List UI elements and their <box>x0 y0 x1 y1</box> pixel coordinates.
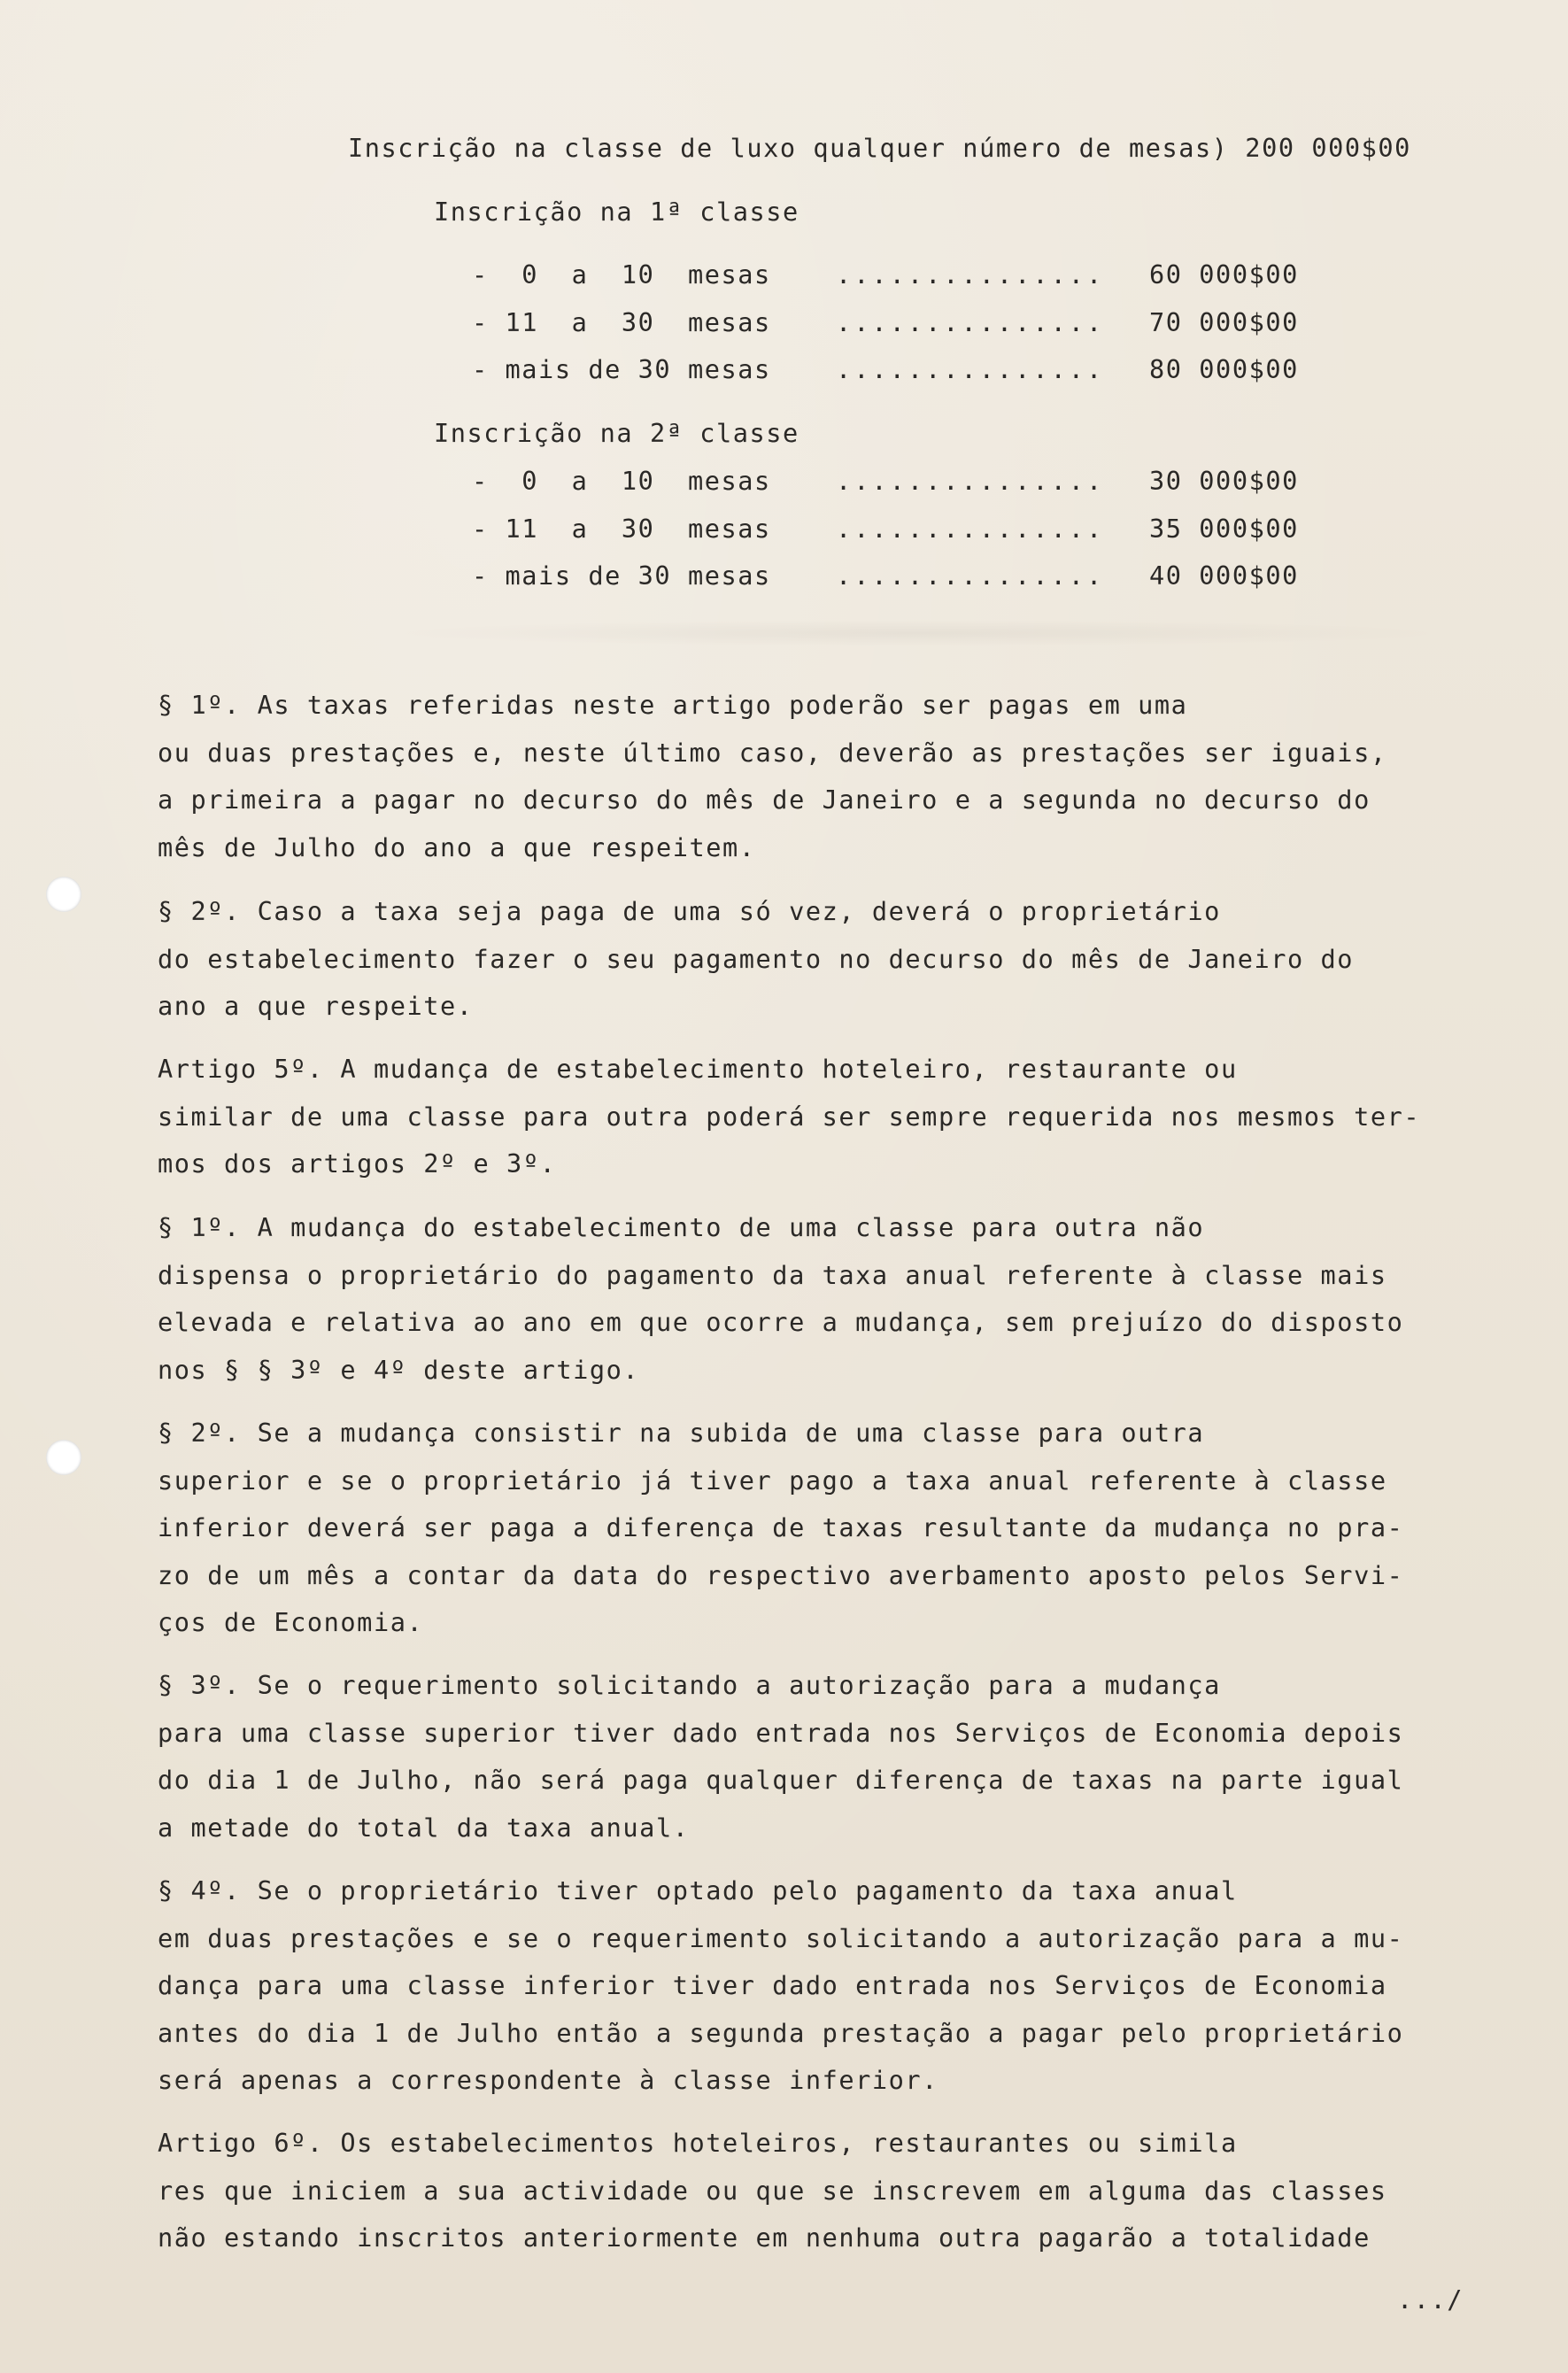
second-class-row-label: - mais de 30 mesas <box>472 560 771 591</box>
text-line: ou duas prestações e, neste último caso, deverão as prestações ser iguais, <box>158 737 1387 768</box>
second-class-row-amount: 35 000$00 <box>1149 514 1299 544</box>
article-6-paragraph <box>158 2120 1486 2262</box>
text-line: § 2º. Caso a taxa seja paga de uma só vez, deverá o proprietário <box>158 896 1221 926</box>
text-line: similar de uma classe para outra poderá ser sempre requerida nos mesmos ter- <box>158 1101 1421 1132</box>
text-line: § 4º. Se o proprietário tiver optado pelo pagamento da taxa anual <box>158 1875 1238 1905</box>
leader-dots: ............... <box>836 307 1105 337</box>
text-line: dispensa o proprietário do pagamento da taxa anual referente à classe mais <box>158 1259 1387 1290</box>
text-line: do dia 1 de Julho, não será paga qualquer diferença de taxas na parte igual <box>158 1765 1404 1796</box>
continuation-mark: .../ <box>1397 2284 1464 2315</box>
leader-dots: ............... <box>836 466 1105 496</box>
text-line: a metade do total da taxa anual. <box>158 1812 690 1843</box>
text-line: a primeira a pagar no decurso do mês de Janeiro e a segunda no decurso do <box>158 785 1371 815</box>
text-line: zo de um mês a contar da data do respectivo averbamento aposto pelos Servi- <box>158 1559 1404 1590</box>
article-5-paragraph-3 <box>158 1662 1486 1851</box>
text-line: superior e se o proprietário já tiver pago a taxa anual referente à classe <box>158 1465 1387 1496</box>
text-line: Artigo 6º. Os estabelecimentos hoteleiros, restaurantes ou simila <box>158 2128 1238 2158</box>
first-class-row-label: - mais de 30 mesas <box>472 354 771 384</box>
leader-dots: ............... <box>836 560 1105 591</box>
scan-smudge <box>385 620 1448 646</box>
first-class-row-amount: 80 000$00 <box>1149 354 1299 384</box>
text-line: dança para uma classe inferior tiver dado entrada nos Serviços de Economia <box>158 1970 1387 2001</box>
text-line: não estando inscritos anteriormente em nenhuma outra pagarão a totalidade <box>158 2222 1371 2253</box>
article-5-paragraph <box>158 1046 1486 1188</box>
second-class-row-amount: 40 000$00 <box>1149 560 1299 591</box>
leader-dots: ............... <box>836 514 1105 544</box>
text-line: § 1º. A mudança do estabelecimento de uma classe para outra não <box>158 1212 1205 1242</box>
text-line: § 1º. As taxas referidas neste artigo poderão ser pagas em uma <box>158 690 1188 720</box>
article-5-paragraph-1 <box>158 1204 1486 1394</box>
text-line: ços de Economia. <box>158 1607 424 1638</box>
text-line: § 3º. Se o requerimento solicitando a autorização para a mudança <box>158 1670 1221 1700</box>
first-class-row-amount: 70 000$00 <box>1149 307 1299 337</box>
text-line: res que iniciem a sua actividade ou que se inscrevem em alguma das classes <box>158 2175 1387 2206</box>
second-class-row-label: - 11 a 30 mesas <box>472 514 771 544</box>
first-class-row-label: - 11 a 30 mesas <box>472 307 771 337</box>
text-line: elevada e relativa ao ano em que ocorre a mudança, sem prejuízo do disposto <box>158 1307 1404 1338</box>
luxury-class-line: Inscrição na classe de luxo qualquer número de mesas) 200 000$00 <box>348 133 1411 163</box>
leader-dots: ............... <box>836 354 1105 384</box>
paragraph-2-paragraph <box>158 888 1486 1031</box>
first-class-row-label: - 0 a 10 mesas <box>472 259 771 290</box>
article-5-paragraph-4 <box>158 1867 1486 2105</box>
first-class-heading: Inscrição na 1ª classe <box>434 197 799 227</box>
second-class-row-amount: 30 000$00 <box>1149 466 1299 496</box>
text-line: mês de Julho do ano a que respeitem. <box>158 831 756 862</box>
leader-dots: ............... <box>836 259 1105 290</box>
punch-hole <box>46 1440 81 1475</box>
text-line: em duas prestações e se o requerimento solicitando a autorização para a mu- <box>158 1922 1404 1953</box>
text-line: inferior deverá ser paga a diferença de taxas resultante da mudança no pra- <box>158 1512 1404 1543</box>
text-line: para uma classe superior tiver dado entrada nos Serviços de Economia depois <box>158 1717 1404 1748</box>
first-class-row-amount: 60 000$00 <box>1149 259 1299 290</box>
text-line: do estabelecimento fazer o seu pagamento no decurso do mês de Janeiro do <box>158 943 1355 974</box>
text-line: § 2º. Se a mudança consistir na subida de uma classe para outra <box>158 1418 1205 1448</box>
text-line: será apenas a correspondente à classe inferior. <box>158 2065 938 2096</box>
second-class-heading: Inscrição na 2ª classe <box>434 418 799 448</box>
second-class-row-label: - 0 a 10 mesas <box>472 466 771 496</box>
punch-hole <box>46 877 81 912</box>
text-line: Artigo 5º. A mudança de estabelecimento hoteleiro, restaurante ou <box>158 1054 1238 1084</box>
paragraph-1-paragraph <box>158 682 1486 871</box>
text-line: ano a que respeite. <box>158 991 474 1022</box>
article-5-paragraph-2 <box>158 1410 1486 1647</box>
text-line: mos dos artigos 2º e 3º. <box>158 1148 557 1179</box>
text-line: nos § § 3º e 4º deste artigo. <box>158 1354 640 1385</box>
text-line: antes do dia 1 de Julho então a segunda prestação a pagar pelo proprietário <box>158 2017 1404 2048</box>
